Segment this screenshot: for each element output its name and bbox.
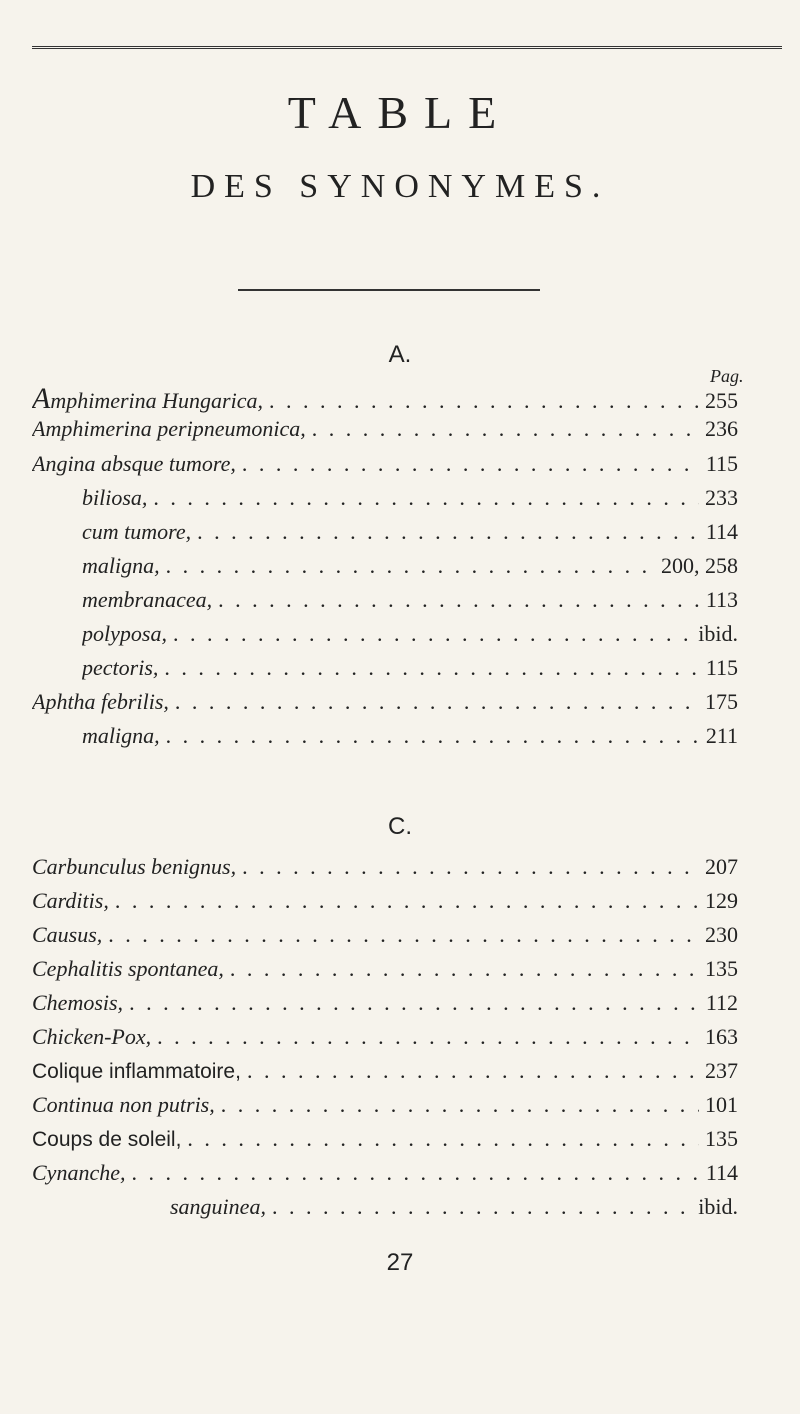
- page-subtitle: DES SYNONYMES.: [190, 168, 610, 205]
- dot-leader: [221, 1092, 699, 1118]
- entry-term: Causus,: [32, 922, 103, 947]
- entry-page: 230: [705, 922, 738, 947]
- entry-page: 211: [705, 723, 738, 748]
- dot-leader: [230, 956, 699, 982]
- entry-page: ibid.: [698, 621, 738, 646]
- entry-page: 115: [705, 655, 738, 680]
- entry-page: 135: [705, 956, 738, 981]
- dot-leader: [173, 621, 692, 647]
- index-entry: [82, 723, 738, 757]
- entry-term: sanguinea,: [170, 1194, 266, 1219]
- entry-term: membranacea,: [82, 587, 213, 612]
- signature-mark: 27: [386, 1249, 414, 1276]
- dot-leader: [166, 553, 655, 579]
- entry-term: Cephalitis spontanea,: [32, 956, 224, 981]
- dot-leader: [129, 990, 700, 1016]
- separator-rule: [238, 289, 540, 291]
- dot-leader: [272, 1194, 692, 1220]
- index-entry: [32, 1160, 738, 1194]
- entry-page: 233: [705, 485, 738, 510]
- entry-term: Amphimerina peripneumonica,: [32, 416, 306, 441]
- entry-page: 129: [705, 888, 738, 913]
- entry-term: Carditis,: [32, 888, 109, 913]
- entry-page: 114: [705, 519, 738, 544]
- top-double-rule: [32, 46, 782, 51]
- index-entry: [82, 485, 738, 519]
- page-title: TABLE: [287, 87, 513, 138]
- entry-term: polyposa,: [82, 621, 167, 646]
- dot-leader: [175, 689, 699, 715]
- entry-term: maligna,: [82, 553, 160, 578]
- dot-leader: [115, 888, 699, 914]
- dot-leader: [269, 388, 699, 414]
- entry-term: maligna,: [82, 723, 160, 748]
- dot-leader: [164, 655, 699, 681]
- index-entry: [32, 990, 738, 1024]
- index-entry: [32, 888, 738, 922]
- dot-leader: [153, 485, 699, 511]
- entry-term: Angina absque tumore,: [32, 451, 236, 476]
- index-entry: [82, 519, 738, 553]
- entry-page: ibid.: [698, 1194, 738, 1219]
- index-entry: [82, 621, 738, 655]
- index-entry: [32, 956, 738, 990]
- dot-leader: [108, 922, 699, 948]
- dot-leader: [312, 416, 699, 442]
- dot-leader: [242, 451, 700, 477]
- entry-page: 200, 258: [661, 553, 738, 578]
- entry-term: Chicken-Pox,: [32, 1024, 152, 1049]
- entry-term: biliosa,: [82, 485, 148, 510]
- entry-term: Cynanche,: [32, 1160, 126, 1185]
- entry-term: pectoris,: [82, 655, 159, 680]
- entry-term: Colique inflammatoire,: [32, 1060, 241, 1083]
- section-letter-c: C.: [388, 813, 412, 840]
- dot-leader: [218, 587, 700, 613]
- entry-term: Carbunculus benignus,: [32, 854, 237, 879]
- entry-term: Chemosis,: [32, 990, 124, 1015]
- index-entry: [82, 587, 738, 621]
- index-entry: [32, 1058, 738, 1092]
- index-entry: [82, 655, 738, 689]
- dot-leader: [131, 1160, 699, 1186]
- index-entry: [32, 1126, 738, 1160]
- entry-page: 135: [705, 1126, 738, 1151]
- dot-leader: [187, 1126, 699, 1152]
- entry-page: 236: [705, 416, 738, 441]
- entry-page: 114: [705, 1160, 738, 1185]
- section-letter-a: A.: [388, 341, 412, 368]
- dot-leader: [242, 854, 699, 880]
- index-entry: [82, 553, 738, 587]
- entry-page: 237: [705, 1058, 738, 1083]
- index-entry: [32, 416, 738, 450]
- index-entry: [32, 854, 738, 888]
- entry-page: 207: [705, 854, 738, 879]
- entry-term: Continua non putris,: [32, 1092, 215, 1117]
- index-entry: [32, 382, 738, 416]
- entry-page: 101: [705, 1092, 738, 1117]
- entry-term: cum tumore,: [82, 519, 192, 544]
- entry-page: 115: [705, 451, 738, 476]
- dot-leader: [157, 1024, 699, 1050]
- index-entry: [32, 1024, 738, 1058]
- dot-leader: [247, 1058, 699, 1084]
- entry-term: Aphtha febrilis,: [32, 689, 169, 714]
- index-entry: [32, 451, 738, 485]
- page-column-heading: Pag.: [710, 366, 744, 386]
- index-entry: [32, 689, 738, 723]
- entry-page: 163: [705, 1024, 738, 1049]
- entry-page: 113: [705, 587, 738, 612]
- entry-term: Amphimerina Hungarica,: [32, 382, 263, 415]
- index-entry: [32, 1092, 738, 1126]
- dot-leader: [197, 519, 700, 545]
- entry-page: 112: [705, 990, 738, 1015]
- dot-leader: [166, 723, 700, 749]
- entry-term: Coups de soleil,: [32, 1128, 182, 1151]
- entry-page: 255: [705, 388, 738, 413]
- entry-page: 175: [705, 689, 738, 714]
- index-entry: [170, 1194, 738, 1228]
- index-entry: [32, 922, 738, 956]
